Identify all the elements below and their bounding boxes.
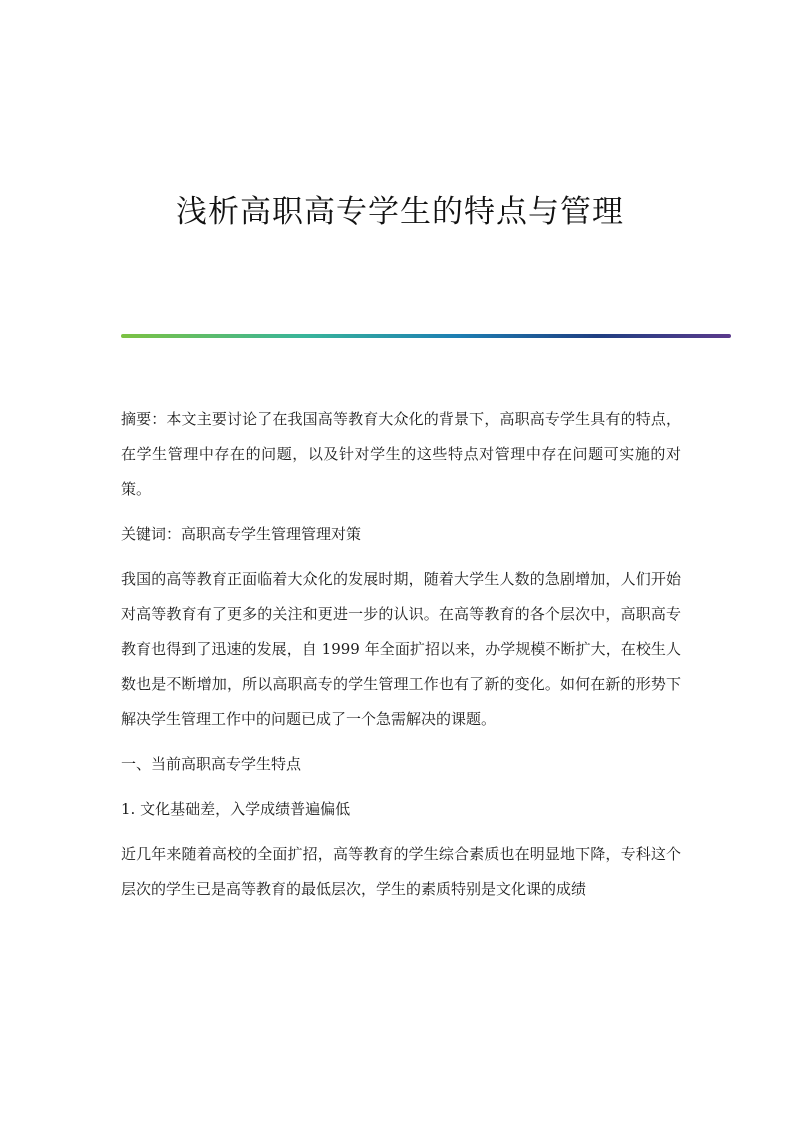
document-title: 浅析高职高专学生的特点与管理 [176,194,624,230]
subsection-paragraph: 近几年来随着高校的全面扩招，高等教育的学生综合素质也在明显地下降，专科这个层次的学生已是高等教育的最低层次，学生的素质特别是文化课的成绩 [121,845,681,898]
title-divider [121,334,731,338]
document-body [121,402,681,917]
section-heading: 一、当前高职高专学生特点 [121,755,302,773]
intro-paragraph: 我国的高等教育正面临着大众化的发展时期，随着大学生人数的急剧增加，人们开始对高等教育有了更多的关注和更进一步的认识。在高等教育的各个层次中，高职高专教育也得到了迅速的发展，自 1999 年全面扩招以来，办学规模不断扩大，在校生人数也是不断增加，所以高职高专的学生管理工作也有了新的变化。如何在新的形势下解决学生管理工作中的问题已成了一个急需解决的课题。 [121,570,681,728]
abstract-paragraph: 摘要：本文主要讨论了在我国高等教育大众化的背景下，高职高专学生具有的特点，在学生管理中存在的问题，以及针对学生的这些特点对管理中存在问题可实施的对策。 [121,410,681,498]
keywords-paragraph: 关键词：高职高专学生管理管理对策 [121,525,362,543]
subsection-heading: 1. 文化基础差，入学成绩普遍偏低 [121,800,351,818]
